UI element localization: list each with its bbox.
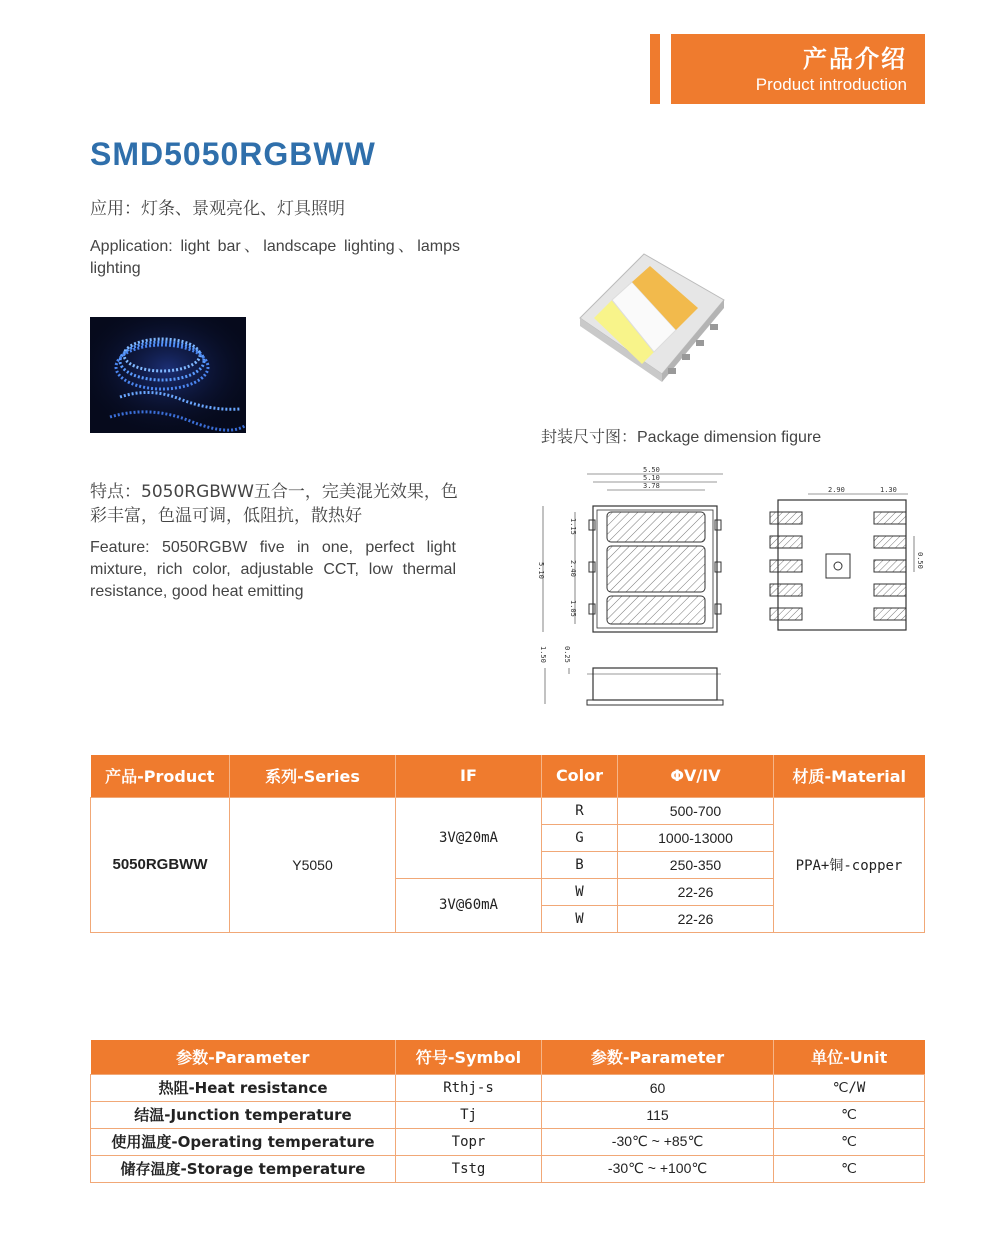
param-unit: ℃/W	[774, 1074, 925, 1101]
table-row	[91, 1101, 925, 1128]
header-accent-bar	[650, 34, 660, 104]
dim-pad-x: 1.30	[880, 486, 897, 494]
color-cell: B	[542, 851, 618, 878]
package-dimension-caption: 封装尺寸图：Package dimension figure	[541, 429, 822, 446]
package-bottom-view	[768, 484, 928, 634]
color-cell: G	[542, 824, 618, 851]
color-cell: R	[542, 797, 618, 824]
header-series: 系列-Series	[230, 755, 396, 797]
header-parameter: 参数-Parameter	[91, 1040, 396, 1074]
luminous-cell: 1000-13000	[618, 824, 774, 851]
led-strip-photo	[90, 317, 246, 433]
param-name: 储存温度-Storage temperature	[91, 1155, 396, 1182]
param-symbol: Tj	[396, 1101, 542, 1128]
dim-h-total: 5.10	[537, 562, 545, 579]
dim-pad-h: 0.50	[916, 552, 924, 569]
header-luminous: ΦV/IV	[618, 755, 774, 797]
header-color: Color	[542, 755, 618, 797]
table-row	[91, 797, 925, 824]
header-title-cn: 产品介绍	[803, 45, 907, 73]
application-cn: 应用：灯条、景观亮化、灯具照明	[90, 199, 345, 219]
header-value: 参数-Parameter	[542, 1040, 774, 1074]
param-unit: ℃	[774, 1155, 925, 1182]
application-en: Application: light bar、landscape lighting、lamps lighting	[90, 238, 460, 277]
luminous-cell: 250-350	[618, 851, 774, 878]
luminous-cell: 22-26	[618, 905, 774, 932]
product-spec-table	[90, 755, 925, 933]
feature-en: Feature: 5050RGBW five in one, perfect light mixture, rich color, adjustable CCT, low thermal resistance, good heat emitting	[90, 539, 456, 600]
header-product: 产品-Product	[91, 755, 230, 797]
param-name: 热阻-Heat resistance	[91, 1074, 396, 1101]
header-if: IF	[396, 755, 542, 797]
header-title-en: Product introduction	[755, 75, 907, 94]
param-name: 结温-Junction temperature	[91, 1101, 396, 1128]
param-value: 115	[542, 1101, 774, 1128]
color-cell: W	[542, 878, 618, 905]
parameter-table	[90, 1040, 925, 1183]
dim-h3: 1.05	[569, 600, 577, 617]
header-unit: 单位-Unit	[774, 1040, 925, 1074]
table-row	[91, 1128, 925, 1155]
dim-w3: 3.78	[643, 482, 660, 490]
param-value: 60	[542, 1074, 774, 1101]
if-value-2: 3V@60mA	[396, 878, 542, 932]
color-cell: W	[542, 905, 618, 932]
material-cell: PPA+铜-copper	[774, 797, 925, 932]
dim-thickness: 1.50	[539, 646, 547, 663]
param-value: -30℃ ~ +100℃	[542, 1155, 774, 1182]
table-row	[91, 1155, 925, 1182]
param-symbol: Topr	[396, 1128, 542, 1155]
luminous-cell: 22-26	[618, 878, 774, 905]
dim-w2: 5.10	[643, 474, 660, 482]
product-name: 5050RGBWW	[91, 797, 230, 932]
param-symbol: Rthj-s	[396, 1074, 542, 1101]
header-banner	[671, 34, 925, 104]
table-row	[91, 1074, 925, 1101]
product-title: SMD5050RGBWW	[90, 136, 376, 172]
param-symbol: Tstg	[396, 1155, 542, 1182]
header-symbol: 符号-Symbol	[396, 1040, 542, 1074]
header-material: 材质-Material	[774, 755, 925, 797]
luminous-cell: 500-700	[618, 797, 774, 824]
param-name: 使用温度-Operating temperature	[91, 1128, 396, 1155]
dim-w1: 5.50	[643, 466, 660, 474]
param-unit: ℃	[774, 1101, 925, 1128]
package-top-view	[535, 462, 735, 642]
param-unit: ℃	[774, 1128, 925, 1155]
dim-lens: 0.25	[563, 646, 571, 663]
param-value: -30℃ ~ +85℃	[542, 1128, 774, 1155]
dim-pad-w: 2.90	[828, 486, 845, 494]
if-value-1: 3V@20mA	[396, 797, 542, 878]
dim-h1: 1.15	[569, 518, 577, 535]
dim-h2: 2.40	[569, 560, 577, 577]
feature-cn: 特点：5050RGBWW五合一，完美混光效果，色彩丰富，色温可调，低阻抗，散热好	[90, 482, 458, 526]
led-chip-image	[572, 248, 732, 398]
package-side-view	[535, 642, 735, 712]
product-series: Y5050	[230, 797, 396, 932]
